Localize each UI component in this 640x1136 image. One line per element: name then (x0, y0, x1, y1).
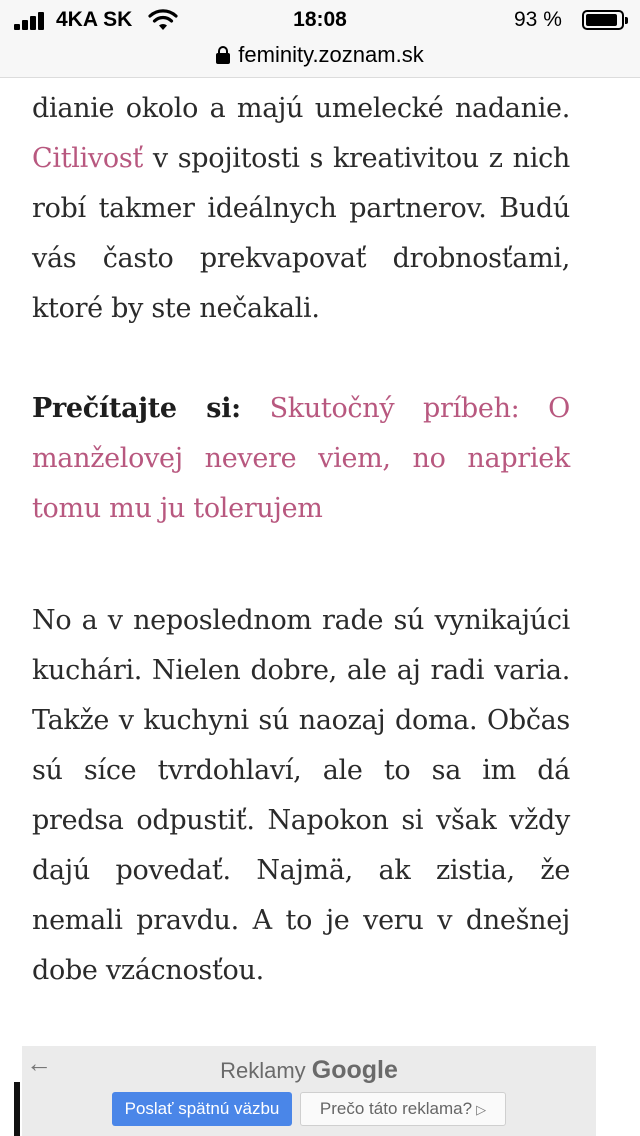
battery-icon (582, 10, 624, 30)
paragraph-text: v spojitosti s kreativitou z nich robí takmer ideálnych partnerov. Budú vás často prekvapovať drobnosťami, ktoré by ste nečakali. (32, 143, 570, 324)
ad-header (22, 1056, 596, 1085)
why-this-ad-label: Prečo táto reklama? (319, 1099, 473, 1118)
url-domain[interactable]: feminity.zoznam.sk (238, 42, 424, 67)
ad-header-prefix: Reklamy (220, 1058, 306, 1083)
google-ad-panel (22, 1046, 596, 1136)
url-bar[interactable] (0, 40, 640, 78)
clock: 18:08 (293, 8, 347, 31)
article-body (32, 78, 570, 996)
google-brand: Google (311, 1056, 398, 1084)
carrier-name: 4KA SK (56, 8, 133, 31)
read-also (32, 384, 570, 534)
back-arrow-icon[interactable]: ← (26, 1048, 52, 1078)
info-triangle-icon: ▷ (476, 1102, 487, 1117)
status-bar (0, 0, 640, 40)
scroll-indicator (14, 1082, 20, 1136)
lock-icon (216, 46, 230, 64)
citlivost-link[interactable]: Citlivosť (32, 143, 143, 174)
send-feedback-button[interactable]: Poslať spätnú väzbu (112, 1092, 292, 1126)
read-also-label: Prečítajte si: (32, 393, 241, 424)
why-this-ad-button[interactable] (300, 1092, 506, 1126)
article-paragraph (32, 78, 570, 334)
read-also-link[interactable]: Skutočný príbeh: O manželovej nevere viem, no napriek tomu mu ju tolerujem (32, 393, 570, 524)
battery-percentage: 93 % (514, 8, 562, 31)
article-paragraph: No a v neposlednom rade sú vynikajúci kuchári. Nielen dobre, ale aj radi varia. Takže v kuchyni sú naozaj doma. Občas sú síce tvrdohlaví, ale to sa im dá predsa odpustiť. Napokon si však vždy dajú povedať. Najmä, ak zistia, že nemali pravdu. A to je veru v dnešnej dobe vzácnosťou. (32, 605, 570, 986)
paragraph-text: dianie okolo a majú umelecké nadanie. (32, 93, 570, 124)
